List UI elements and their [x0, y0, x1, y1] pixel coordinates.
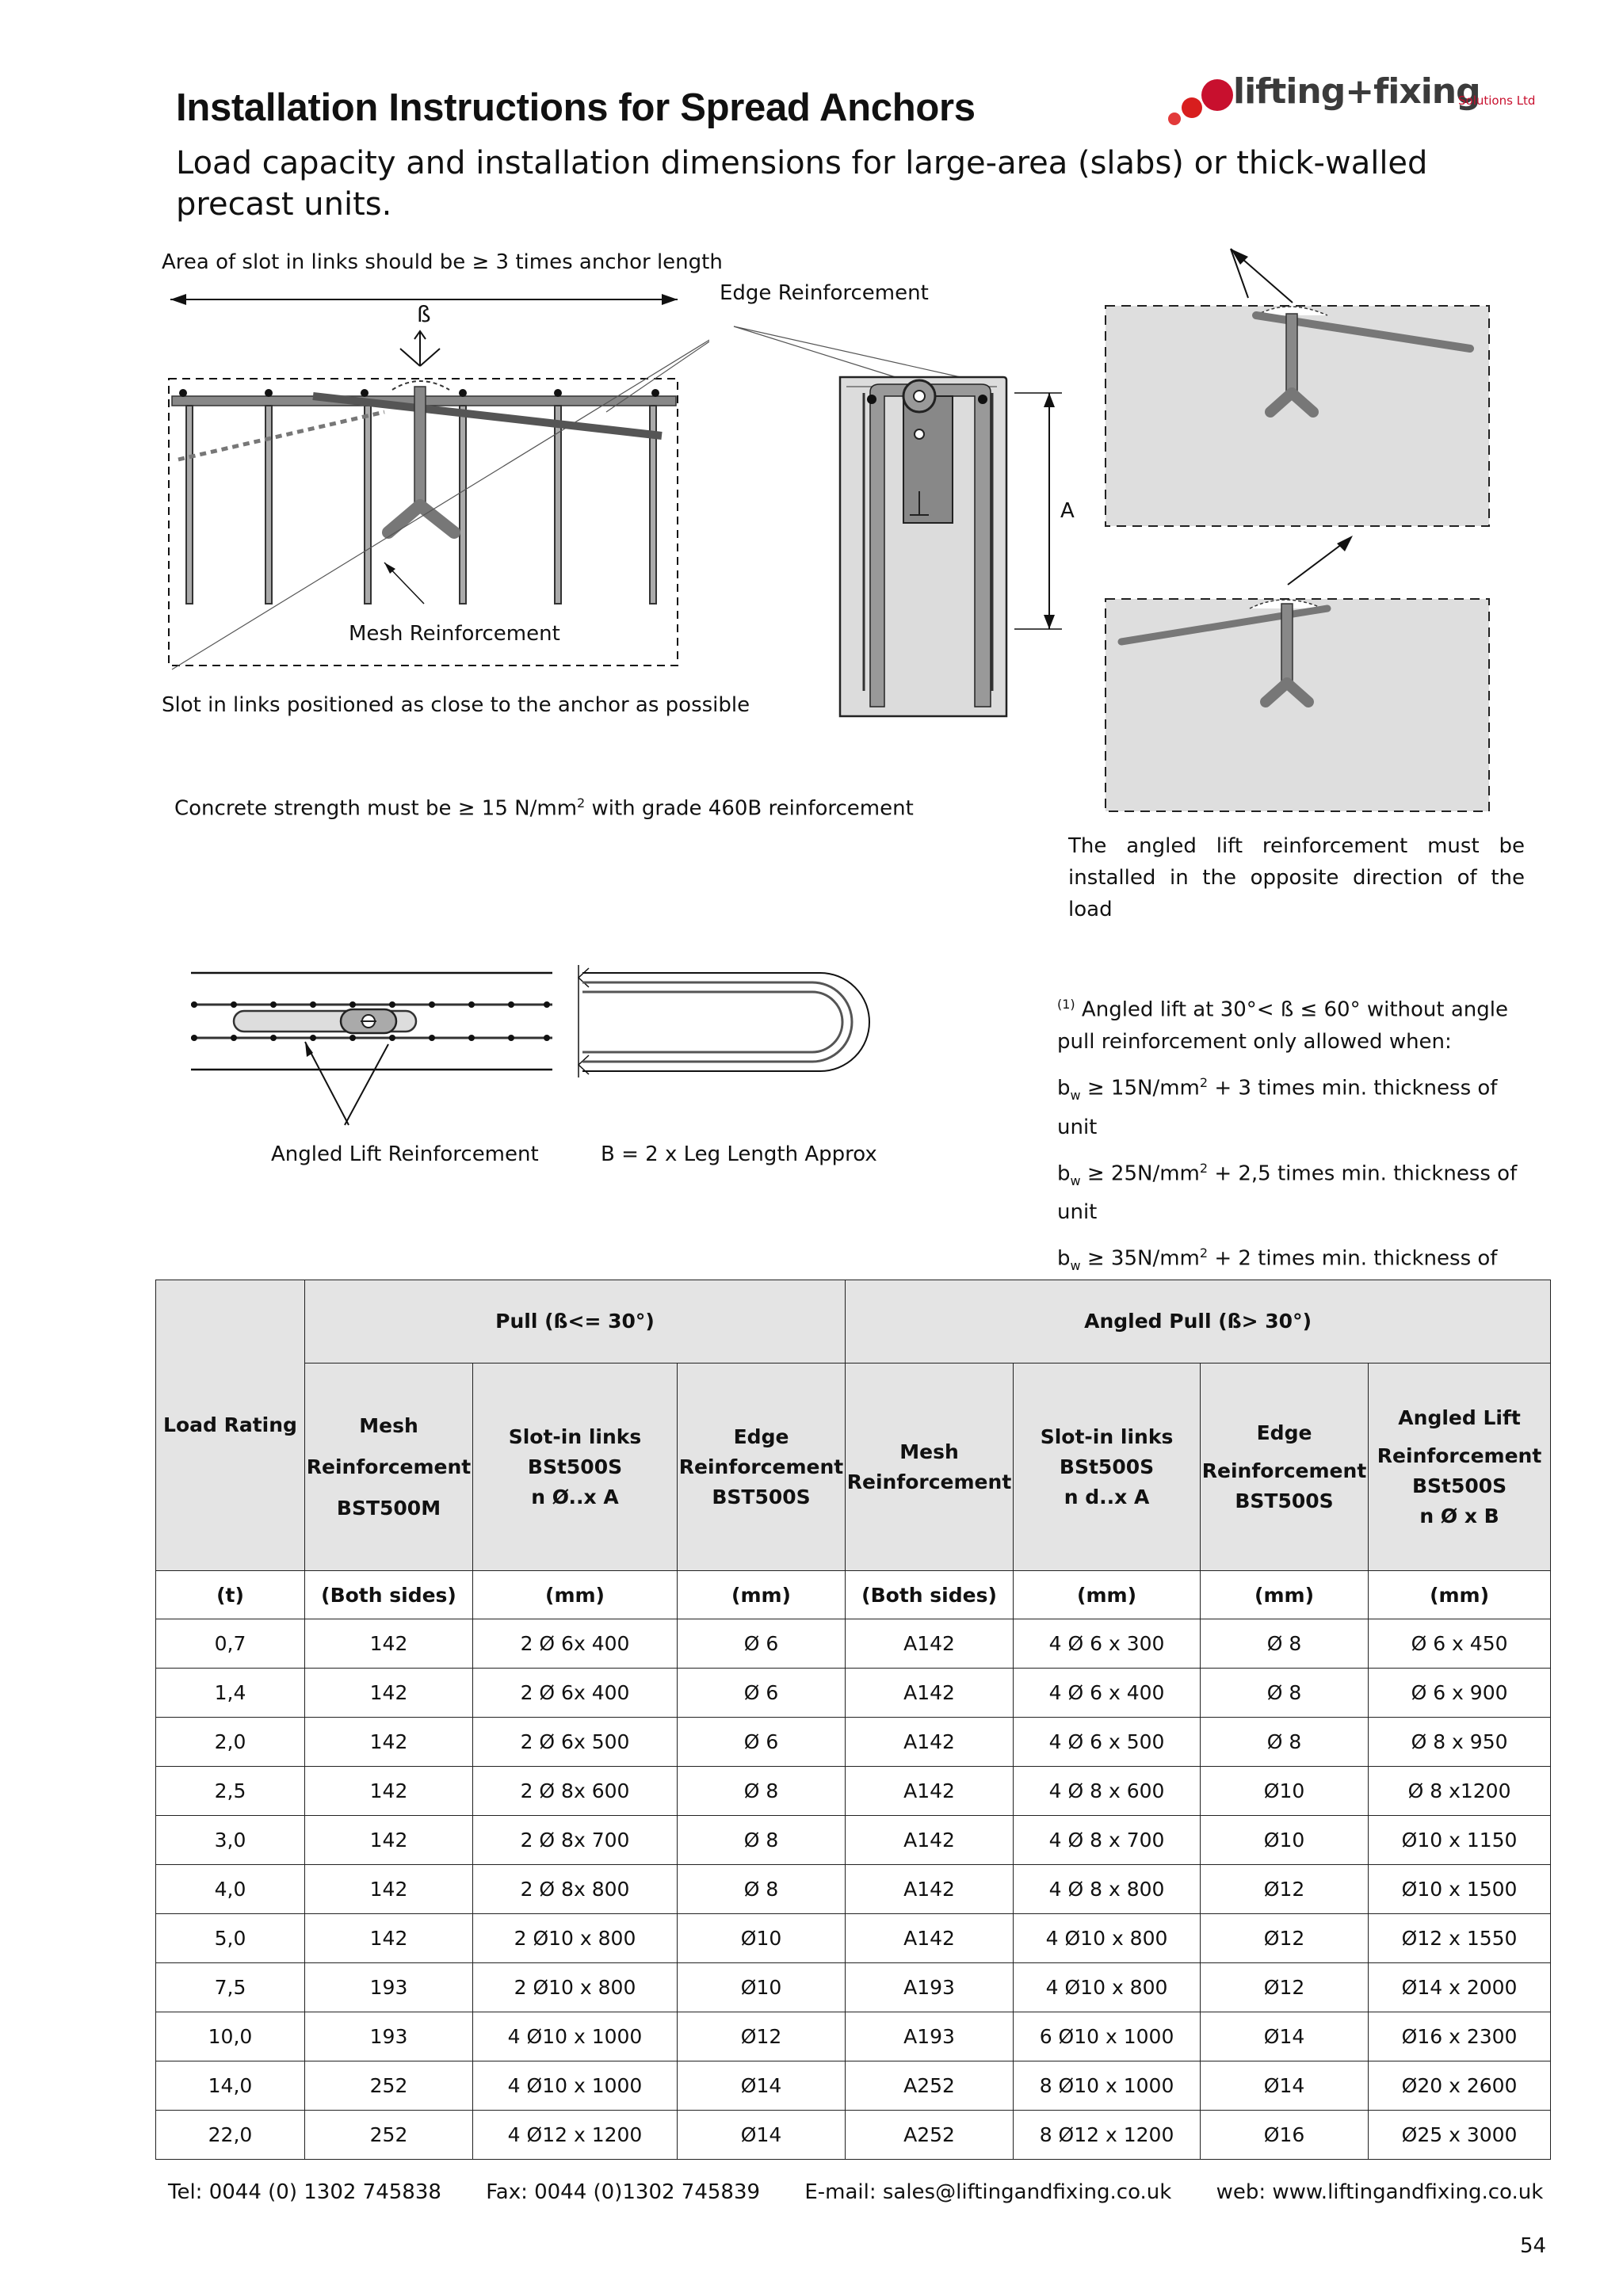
condition-3: $b_w \ge 35N/mm^2 + 2$ times min. thickness of	[1057, 1245, 1498, 1274]
table-cell: 4 Ø 6 x 500	[1014, 1718, 1201, 1767]
table-cell: Ø10	[1201, 1767, 1369, 1816]
table-cell: Ø12	[1201, 1914, 1369, 1963]
condition-2: $b_w \ge 25N/mm^2 + 2,5$ times min. thickness of unit	[1057, 1160, 1518, 1225]
table-cell: 4 Ø 6 x 400	[1014, 1669, 1201, 1718]
header-angled-lift: Angled Lift Reinforcement BSt500S n Ø x B	[1369, 1363, 1551, 1571]
footer-web[interactable]: web: www.liftingandfixing.co.uk	[1216, 2180, 1544, 2204]
table-cell: Ø 8 x1200	[1369, 1767, 1551, 1816]
footer-tel: Tel: 0044 (0) 1302 745838	[168, 2180, 441, 2204]
dimension-a-label: A	[1060, 499, 1075, 523]
table-cell: 142	[305, 1865, 473, 1914]
table-cell: Ø 6	[678, 1718, 846, 1767]
table-cell: 2 Ø 6x 400	[473, 1669, 678, 1718]
units-row: (t) (Both sides) (mm) (mm) (Both sides) (mm) (mm) (mm)	[156, 1571, 1551, 1619]
table-row	[156, 1914, 1551, 1963]
table-cell: Ø16	[1201, 2111, 1369, 2160]
table-row	[156, 1619, 1551, 1669]
table-cell: 5,0	[156, 1914, 305, 1963]
table-cell: Ø10	[678, 1914, 846, 1963]
table-cell: A252	[846, 2061, 1014, 2111]
table-cell: 4 Ø10 x 800	[1014, 1914, 1201, 1963]
table-cell: 3,0	[156, 1816, 305, 1865]
header-edge-reinforcement: Edge Reinforcement BST500S	[678, 1363, 846, 1571]
table-cell: A142	[846, 1767, 1014, 1816]
company-logo	[1163, 71, 1560, 135]
table-cell: Ø12	[1201, 1963, 1369, 2012]
angled-lift-label: Angled Lift Reinforcement	[271, 1142, 539, 1166]
table-cell: 8 Ø12 x 1200	[1014, 2111, 1201, 2160]
table-cell: 4 Ø10 x 1000	[473, 2012, 678, 2061]
table-cell: 2 Ø 8x 800	[473, 1865, 678, 1914]
table-cell: Ø10	[678, 1963, 846, 2012]
footer-email[interactable]: E-mail: sales@liftingandfixing.co.uk	[804, 2180, 1172, 2204]
table-cell: Ø 8	[678, 1767, 846, 1816]
header-angled-pull-group: Angled Pull (ß> 30°)	[846, 1280, 1551, 1363]
table-cell: 142	[305, 1767, 473, 1816]
table-cell: 4 Ø10 x 1000	[473, 2061, 678, 2111]
table-cell: Ø14	[1201, 2012, 1369, 2061]
header-load-rating: Load Rating	[156, 1280, 305, 1571]
header-slot-links: Slot-in links BSt500S n Ø..x A	[473, 1363, 678, 1571]
table-cell: 252	[305, 2061, 473, 2111]
header-pull-group: Pull (ß<= 30°)	[305, 1280, 846, 1363]
table-cell: Ø 6	[678, 1669, 846, 1718]
table-cell: 2 Ø10 x 800	[473, 1914, 678, 1963]
header-mesh: Mesh Reinforcement BST500M	[305, 1363, 473, 1571]
slot-links-label: Slot in links positioned as close to the anchor as possible	[162, 693, 750, 717]
edge-reinforcement-label: Edge Reinforcement	[720, 281, 929, 305]
page-number: 54	[1520, 2234, 1547, 2258]
table-cell: Ø20 x 2600	[1369, 2061, 1551, 2111]
table-cell: Ø 8	[1201, 1718, 1369, 1767]
contact-footer	[168, 2180, 1581, 2204]
table-cell: 142	[305, 1914, 473, 1963]
edge-reinforcement-diagram	[729, 317, 1078, 729]
mesh-reinforcement-label: Mesh Reinforcement	[349, 622, 560, 646]
table-cell: Ø 8	[1201, 1619, 1369, 1669]
table-cell: A193	[846, 2012, 1014, 2061]
table-cell: Ø16 x 2300	[1369, 2012, 1551, 2061]
table-cell: Ø10 x 1150	[1369, 1816, 1551, 1865]
table-cell: Ø12	[1201, 1865, 1369, 1914]
page-title: Installation Instructions for Spread Anchors	[176, 86, 976, 129]
logo-text: lifting+fixing	[1233, 71, 1480, 112]
table-row	[156, 1767, 1551, 1816]
b-leg-length-label: B = 2 x Leg Length Approx	[601, 1142, 877, 1166]
concrete-strength-note: Concrete strength must be ≥ 15 $N/mm^2$ with grade 460B reinforcement	[174, 795, 914, 821]
table-row	[156, 1865, 1551, 1914]
table-cell: 10,0	[156, 2012, 305, 2061]
table-cell: Ø 6 x 900	[1369, 1669, 1551, 1718]
load-capacity-table	[155, 1280, 1551, 2160]
table-cell: A193	[846, 1963, 1014, 2012]
angled-lift-diagram	[1098, 238, 1510, 832]
table-cell: 14,0	[156, 2061, 305, 2111]
header-angled-edge: Edge Reinforcement BST500S	[1201, 1363, 1369, 1571]
table-cell: 4 Ø12 x 1200	[473, 2111, 678, 2160]
table-cell: A142	[846, 1718, 1014, 1767]
table-cell: A142	[846, 1669, 1014, 1718]
table-cell: 252	[305, 2111, 473, 2160]
table-cell: Ø14	[1201, 2061, 1369, 2111]
table-cell: 6 Ø10 x 1000	[1014, 2012, 1201, 2061]
table-cell: 142	[305, 1619, 473, 1669]
table-body	[156, 1619, 1551, 2160]
table-cell: A142	[846, 1914, 1014, 1963]
table-cell: 7,5	[156, 1963, 305, 2012]
table-cell: Ø 8 x 950	[1369, 1718, 1551, 1767]
table-row	[156, 1718, 1551, 1767]
table-cell: Ø10	[1201, 1816, 1369, 1865]
table-cell: Ø12 x 1550	[1369, 1914, 1551, 1963]
table-cell: 2,5	[156, 1767, 305, 1816]
table-cell: 4 Ø10 x 800	[1014, 1963, 1201, 2012]
condition-1: $b_w \ge 15N/mm^2 + 3$ times min. thickness of unit	[1057, 1074, 1498, 1139]
table-cell: Ø10 x 1500	[1369, 1865, 1551, 1914]
table-cell: 2 Ø 8x 700	[473, 1816, 678, 1865]
condition-intro: $^{(1)}$ Angled lift at 30°< ß ≤ 60° without angle pull reinforcement only allowed when:	[1057, 997, 1509, 1054]
table-cell: A252	[846, 2111, 1014, 2160]
angled-install-note: The angled lift reinforcement must be installed in the opposite direction of the load	[1068, 834, 1525, 921]
table-cell: 142	[305, 1669, 473, 1718]
table-cell: A142	[846, 1865, 1014, 1914]
table-cell: 8 Ø10 x 1000	[1014, 2061, 1201, 2111]
table-row	[156, 2061, 1551, 2111]
table-cell: Ø25 x 3000	[1369, 2111, 1551, 2160]
table-cell: 2 Ø 6x 400	[473, 1619, 678, 1669]
header-angled-slot-links: Slot-in links BSt500S n d..x A	[1014, 1363, 1201, 1571]
area-slot-label: Area of slot in links should be ≥ 3 times anchor length	[162, 250, 723, 274]
table-cell: A142	[846, 1619, 1014, 1669]
table-row	[156, 1816, 1551, 1865]
angled-lift-reinforcement-diagram	[186, 951, 884, 1141]
table-cell: 142	[305, 1718, 473, 1767]
table-cell: Ø14	[678, 2061, 846, 2111]
table-row	[156, 1963, 1551, 2012]
beta-label: ß	[417, 301, 431, 327]
header-angled-mesh: Mesh Reinforcement	[846, 1363, 1014, 1571]
footer-fax: Fax: 0044 (0)1302 745839	[486, 2180, 761, 2204]
table-cell: 4,0	[156, 1865, 305, 1914]
table-cell: Ø14	[678, 2111, 846, 2160]
table-cell: Ø 8	[1201, 1669, 1369, 1718]
table-cell: 1,4	[156, 1669, 305, 1718]
table-cell: 193	[305, 1963, 473, 2012]
table-cell: Ø 6 x 450	[1369, 1619, 1551, 1669]
table-cell: 2 Ø 8x 600	[473, 1767, 678, 1816]
table-cell: 4 Ø 8 x 800	[1014, 1865, 1201, 1914]
table-cell: 4 Ø 8 x 700	[1014, 1816, 1201, 1865]
table-row	[156, 2111, 1551, 2160]
table-cell: A142	[846, 1816, 1014, 1865]
table-cell: 142	[305, 1816, 473, 1865]
page-subtitle: Load capacity and installation dimensions for large-area (slabs) or thick-walled precast units.	[176, 145, 1428, 223]
table-cell: 22,0	[156, 2111, 305, 2160]
table-cell: 2 Ø 6x 500	[473, 1718, 678, 1767]
table-cell: Ø14 x 2000	[1369, 1963, 1551, 2012]
table-cell: 2,0	[156, 1718, 305, 1767]
table-row	[156, 1669, 1551, 1718]
table-row	[156, 2012, 1551, 2061]
mesh-reinforcement-diagram	[155, 238, 709, 681]
logo-suffix: Solutions Ltd	[1458, 93, 1536, 108]
table-cell: Ø12	[678, 2012, 846, 2061]
table-cell: Ø 8	[678, 1865, 846, 1914]
table-cell: 193	[305, 2012, 473, 2061]
table-cell: 4 Ø 8 x 600	[1014, 1767, 1201, 1816]
table-cell: Ø 6	[678, 1619, 846, 1669]
table-cell: 4 Ø 6 x 300	[1014, 1619, 1201, 1669]
table-cell: 0,7	[156, 1619, 305, 1669]
table-cell: Ø 8	[678, 1816, 846, 1865]
table-cell: 2 Ø10 x 800	[473, 1963, 678, 2012]
